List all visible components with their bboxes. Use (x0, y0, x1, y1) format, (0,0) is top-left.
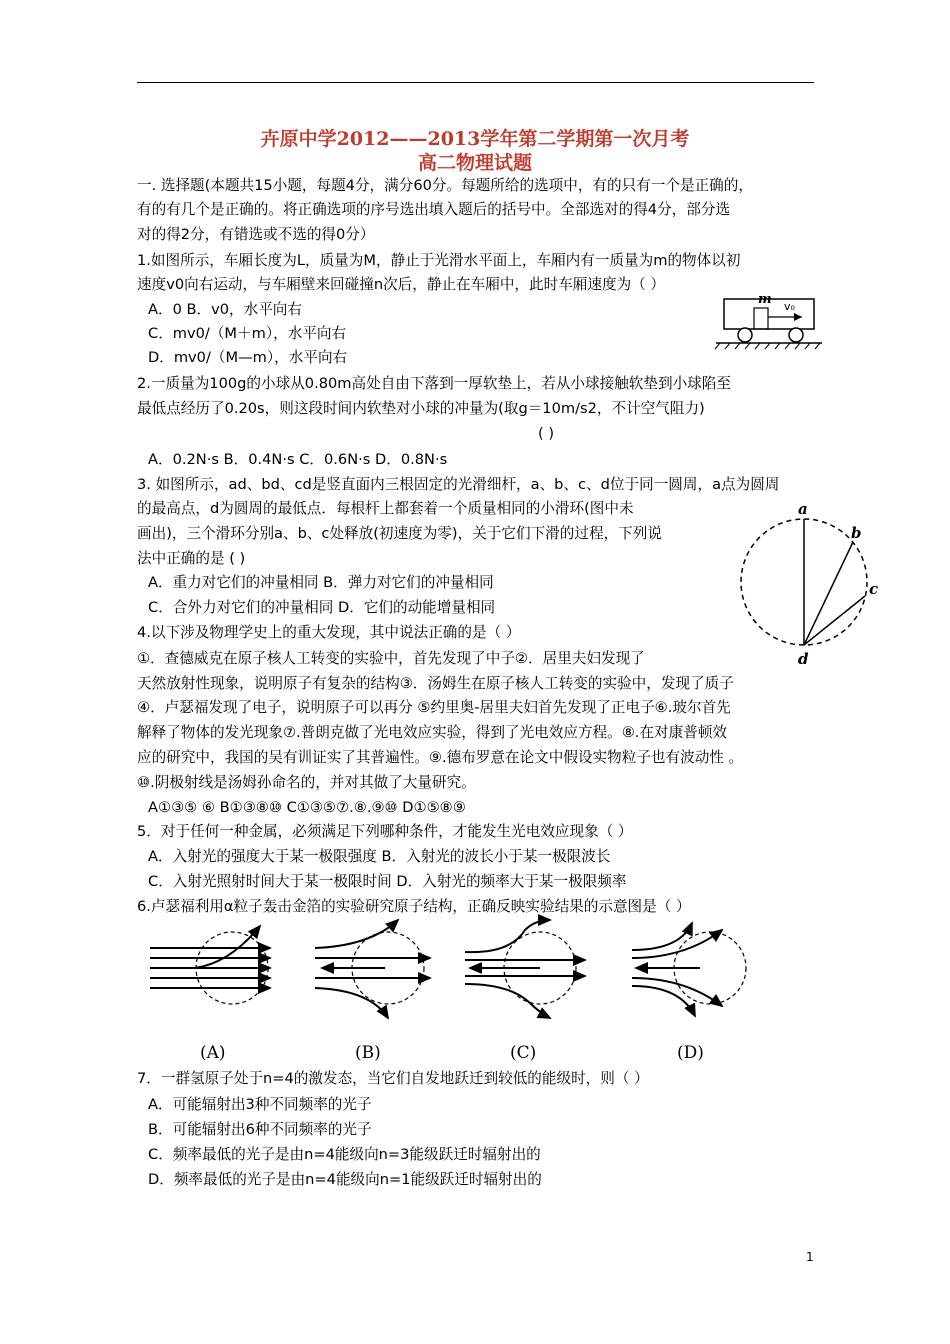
q6-stem: 6.卢瑟福利用α粒子轰击金箔的实验研究原子结构，正确反映实验结果的示意图是（ ） (137, 898, 691, 915)
q4-options: A①③⑤ ⑥ B①③⑧⑩ C①③⑤⑦.⑧.⑨⑩ D①⑤⑧⑨ (148, 799, 466, 816)
q1-stem-1: 1.如图所示，车厢长度为L，质量为M，静止于光滑水平面上，车厢内有一质量为m的物体以初 (137, 252, 741, 269)
point-d-label: d (798, 650, 809, 668)
q3-stem-1: 3. 如图所示，ad、bd、cd是竖直面内三根固定的光滑细杆，a、b、c、d位于同一圆周，a点为圆周 (137, 476, 780, 493)
q2-stem-1: 2.一质量为100g的小球从0.80m高处自由下落到一厚软垫上，若从小球接触软垫到小球陷至 (137, 375, 731, 392)
q7-option-b: B．可能辐射出6种不同频率的光子 (148, 1121, 372, 1138)
q7-stem: 7．一群氢原子处于n=4的激发态，当它们自发地跃迁到较低的能级时，则（ ） (137, 1070, 649, 1087)
page-subtitle: 高二物理试题 (417, 152, 532, 174)
figure-b-label: (B) (355, 1043, 381, 1063)
section-intro-2: 有的有几个是正确的。将正确选项的序号选出填入题后的括号中。全部选对的得4分，部分选 (137, 201, 731, 218)
q2-options: A．0.2N·s B．0.4N·s C．0.6N·s D．0.8N·s (148, 451, 448, 468)
q3-options-ab: A．重力对它们的冲量相同 B．弹力对它们的冲量相同 (148, 574, 494, 591)
point-b-label: b (851, 524, 862, 542)
page-title: 卉原中学2012——2013学年第二学期第一次月考 (260, 128, 690, 150)
header-rule (137, 82, 814, 83)
section-intro-3: 对的得2分，有错选或不选的得0分） (137, 226, 375, 243)
point-c-label: c (869, 580, 879, 598)
page-number: 1 (806, 1250, 814, 1264)
figure-a-label: (A) (200, 1043, 226, 1063)
q3-stem-3: 画出)，三个滑环分别a、b、c处释放(初速度为零)，关于它们下滑的过程，下列说 (137, 525, 662, 542)
q4-text-6: ⑩.阴极射线是汤姆孙命名的，并对其做了大量研究。 (137, 774, 476, 791)
q5-options-cd: C．入射光照射时间大于某一极限时间 D．入射光的频率大于某一极限频率 (148, 873, 627, 890)
q7-option-a: A．可能辐射出3种不同频率的光子 (148, 1096, 372, 1113)
q3-stem-4: 法中正确的是 ( ) (137, 550, 246, 567)
point-a-label: a (798, 500, 808, 518)
q1-option-ab: A．0 B．v0，水平向右 (148, 301, 302, 318)
velocity-label: v₀ (784, 300, 795, 313)
q2-answer-blank: ( ) (538, 425, 555, 442)
section-intro-1: 一. 选择题(本题共15小题，每题4分，满分60分。每题所给的选项中，有的只有一个是正确的， (137, 177, 753, 194)
q2-stem-2: 最低点经历了0.20s，则这段时间内软垫对小球的冲量为(取g＝10m/s2，不计空气阻力) (137, 400, 705, 417)
q4-text-1: ①．查德威克在原子核人工转变的实验中，首先发现了中子②．居里夫妇发现了 (137, 650, 645, 667)
q4-text-2: 天然放射性现象，说明原子有复杂的结构③．汤姆生在原子核人工转变的实验中，发现了质子 (137, 675, 734, 692)
q3-options-cd: C．合外力对它们的冲量相同 D．它们的动能增量相同 (148, 599, 496, 616)
figure-circle-rods (735, 500, 885, 670)
figure-alpha-scattering (140, 918, 760, 1068)
q4-stem: 4.以下涉及物理学史上的重大发现，其中说法正确的是（ ） (137, 624, 521, 641)
q4-text-3: ④．卢瑟福发现了电子，说明原子可以再分 ⑤约里奥-居里夫妇首先发现了正电子⑥.玻尔首先 (137, 699, 731, 716)
q4-text-5: 应的研究中，我国的吴有训证实了其普遍性。⑨.德布罗意在论文中假设实物粒子也有波动性 。 (137, 749, 744, 766)
q1-stem-2: 速度v0向右运动，与车厢壁来回碰撞n次后，静止在车厢中，此时车厢速度为（ ） (137, 276, 666, 293)
figure-d-label: (D) (677, 1043, 704, 1063)
mass-label: m (758, 292, 772, 307)
q7-option-d: D．频率最低的光子是由n=4能级向n=1能级跃迁时辐射出的 (148, 1171, 542, 1188)
q3-stem-2: 的最高点，d为圆周的最低点．每根杆上都套着一个质量相同的小滑环(图中未 (137, 500, 634, 517)
figure-c-label: (C) (510, 1043, 537, 1063)
q5-stem: 5．对于任何一种金属，必须满足下列哪种条件，才能发生光电效应现象（ ） (137, 823, 633, 840)
q5-options-ab: A．入射光的强度大于某一极限强度 B．入射光的波长小于某一极限波长 (148, 848, 611, 865)
figure-cart (714, 285, 824, 355)
q1-option-d: D．mv0/（M—m），水平向右 (148, 349, 348, 366)
q7-option-c: C．频率最低的光子是由n=4能级向n=3能级跃迁时辐射出的 (148, 1146, 541, 1163)
q4-text-4: 解释了物体的发光现象⑦.普朗克做了光电效应实验，得到了光电效应方程。⑧.在对康普顿效 (137, 724, 728, 741)
q1-option-c: C．mv0/（M＋m），水平向右 (148, 325, 347, 342)
